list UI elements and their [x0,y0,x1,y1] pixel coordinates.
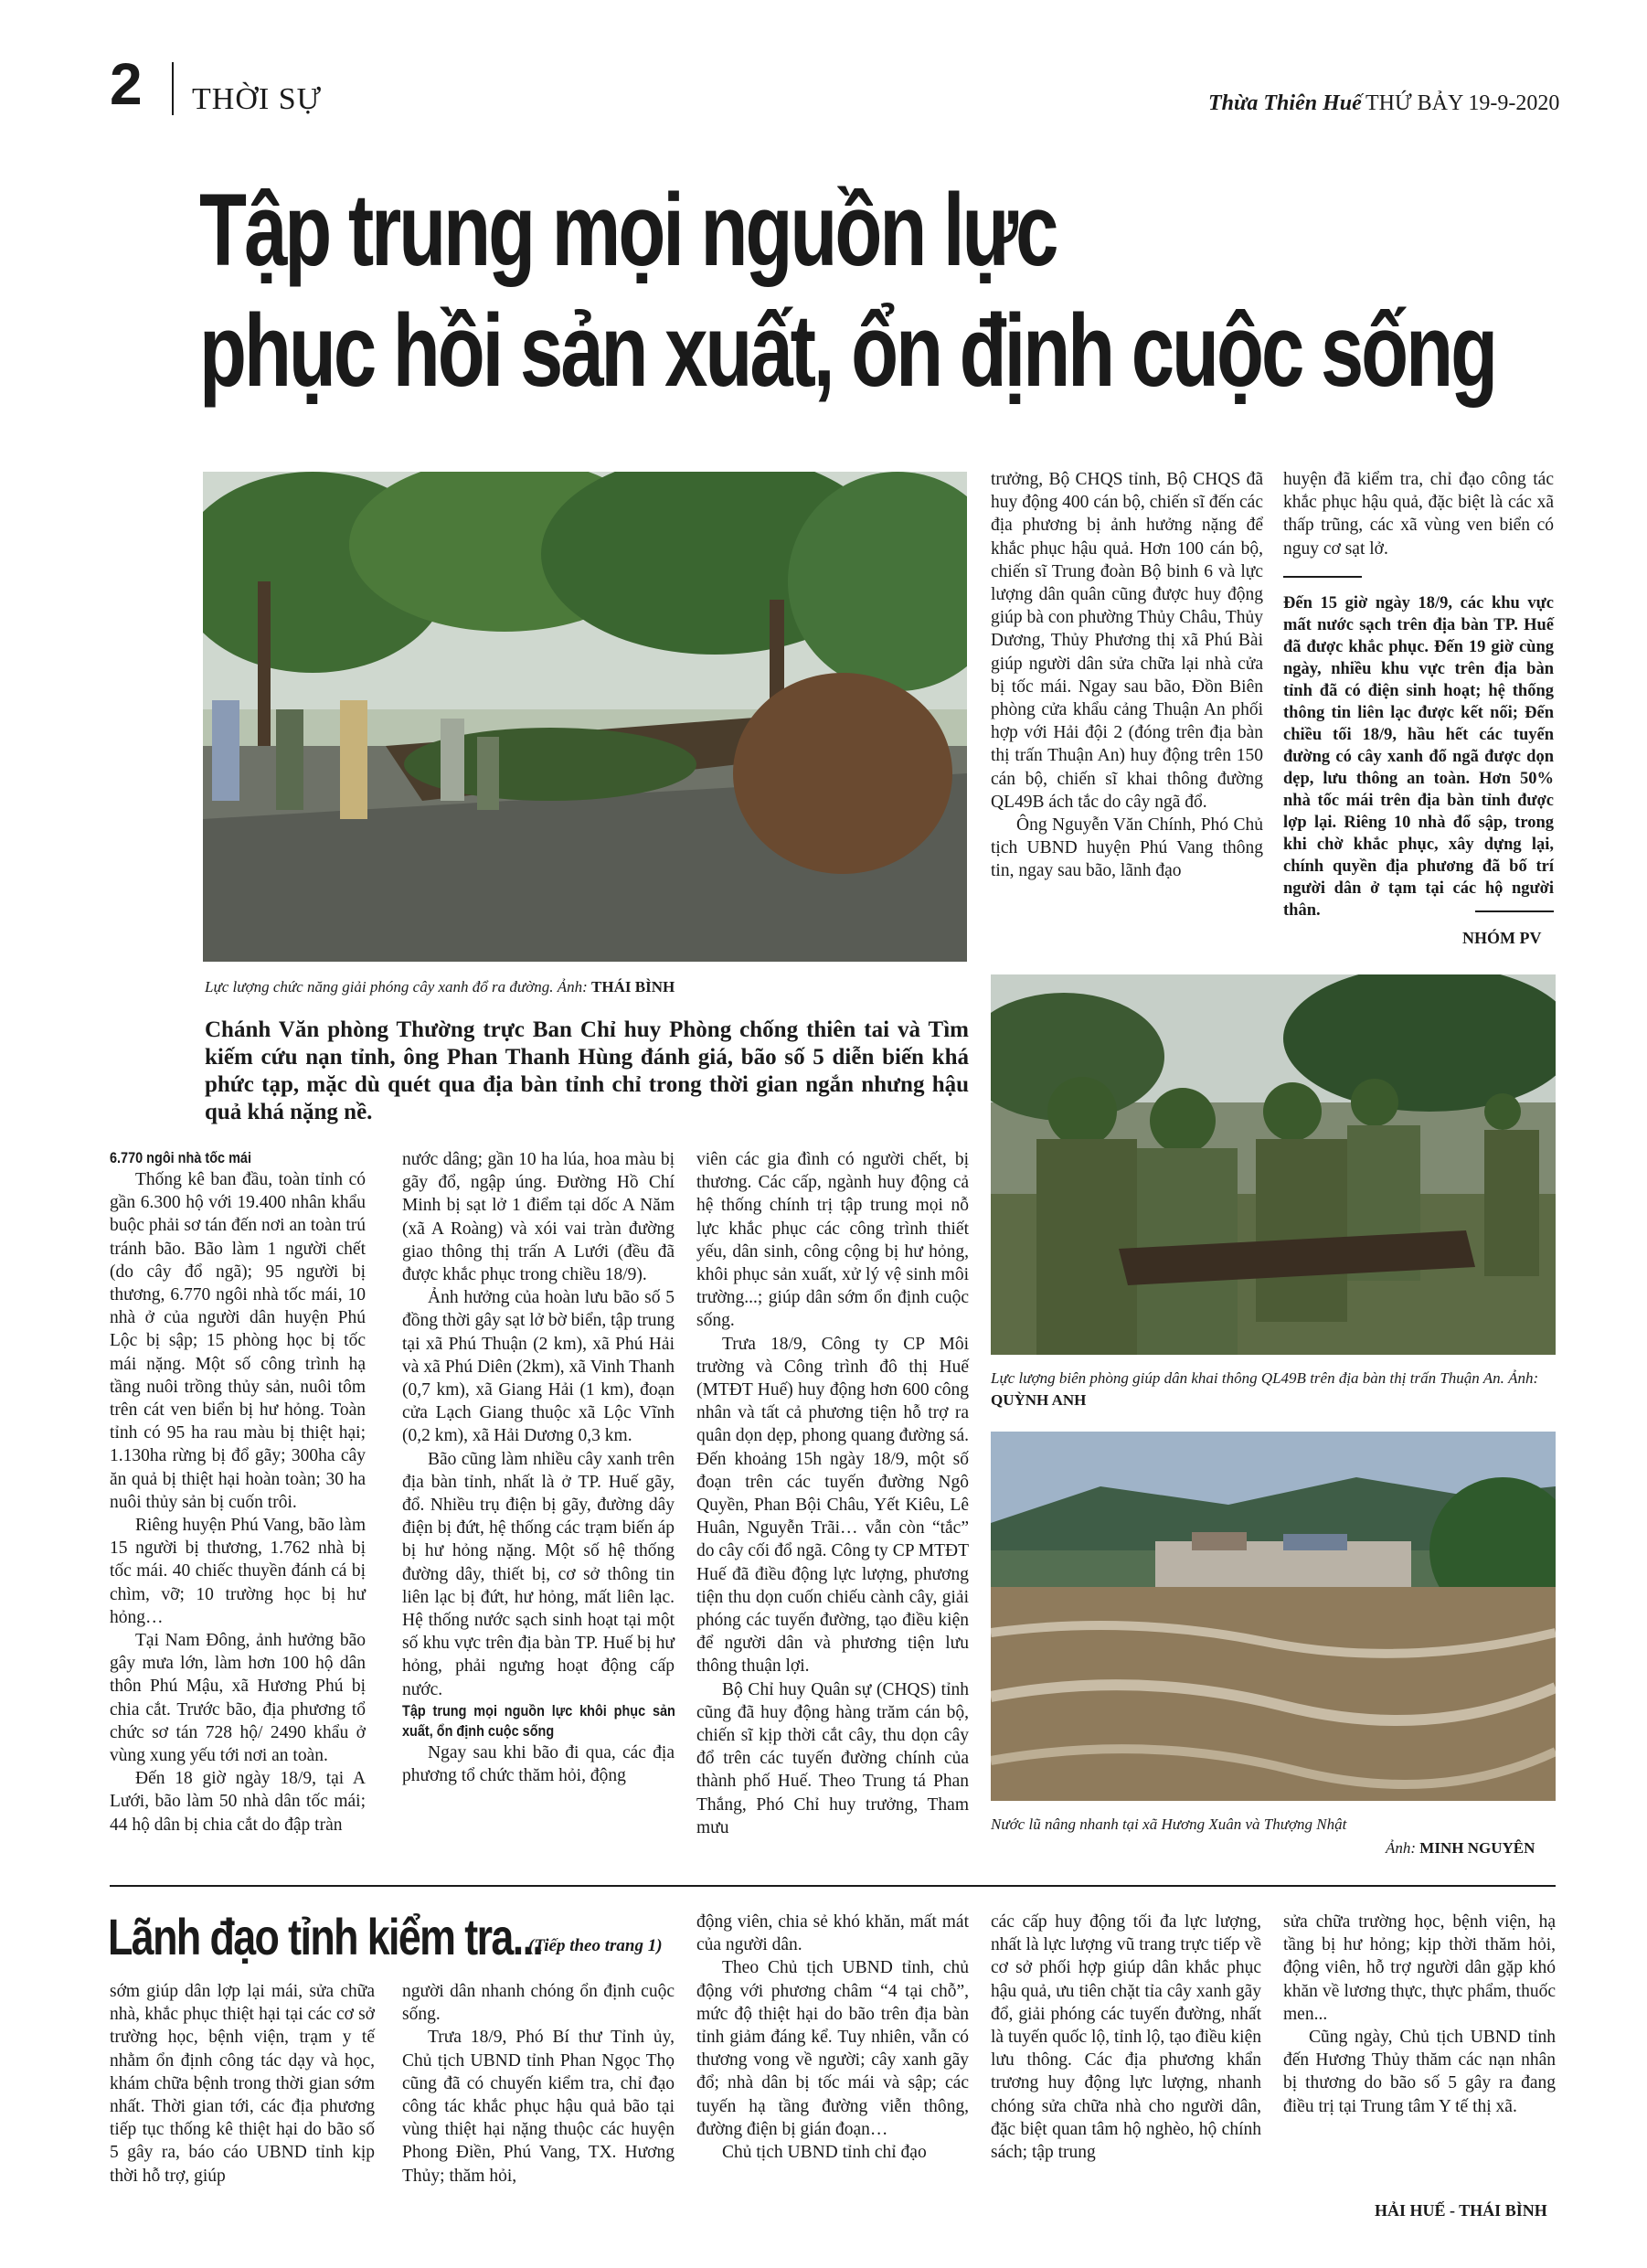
subhead-focus-resources: Tập trung mọi nguồn lực khôi phục sản xuất, ổn định cuộc sống [402,1701,675,1740]
col2-para-3: Bão cũng làm nhiều cây xanh trên địa bàn tỉnh, nhất là ở TP. Huế gãy, đổ. Nhiều trụ điện bị gãy, đường dây điện bị đứt, hệ thống các trạm biến áp bị hư hỏng nặng. Một số hệ thống đường dây, thiết bị, cơ sở thông tin liên lạc bị đứt, hư hỏng, mất liên lạc. Hệ thống nước sạch sinh hoạt tại một số khu vực trên địa bàn TP. Huế bị hư hỏng, phải ngưng hoạt động cấp nước. [402,1449,675,1699]
col1-para-2: Riêng huyện Phú Vang, bão làm 15 người bị thương, 1.762 nhà bị tốc mái. 40 chiếc thuyền đánh cá bị chìm, vỡ; 10 trường học bị hư hỏng… [110,1516,366,1627]
article2-column-5 [1283,1911,1556,2118]
photo-fallen-tree [203,472,967,962]
column-1 [110,1148,366,1837]
col4-para-2: Ông Nguyễn Văn Chính, Phó Chủ tịch UBND huyện Phú Vang thông tin, ngay sau bão, lãnh đạo [991,815,1263,881]
article2-col2-para-1: người dân nhanh chóng ổn định cuộc sống. [402,1982,675,2025]
byline-nhom-pv: NHÓM PV [1462,929,1542,947]
box-bottom-rule [1475,910,1554,912]
column-5 [1283,468,1554,560]
photo-border-guards [991,974,1556,1355]
photo-flood-image [991,1432,1556,1801]
photo1-caption-text: Lực lượng chức năng giải phóng cây xanh đổ ra đường. Ảnh: [205,978,592,996]
headline-line-1: Tập trung mọi nguồn lực [199,173,1057,287]
col2-para-1: nước dâng; gần 10 ha lúa, hoa màu bị gãy đổ, ngập úng. Đường Hồ Chí Minh bị sạt lở 1 điểm tại dốc A Năm (xã A Roàng) và xói vai tràn đường giao thông thị trấn A Lưới (đều đã được khắc phục trong chiều 18/9). [402,1150,675,1285]
photo-border-guards-image [991,974,1556,1355]
header-divider [172,62,174,115]
article2-headline: Lãnh đạo tỉnh kiểm tra... [108,1908,543,1965]
publication-date: THỨ BẢY 19-9-2020 [1365,91,1560,115]
col2-para-2: Ảnh hưởng của hoàn lưu bão số 5 đồng thời gây sạt lở bờ biển, tập trung tại xã Phú Thuận (2 km), xã Phú Hải và xã Phú Diên (2km), xã Vinh Thanh (0,7 km), xã Giang Hải (1 km), đoạn cửa Lạch Giang thuộc xã Lộc Vĩnh (0,2 km), xã Hải Dương 0,3 km. [402,1288,675,1446]
photo-flood [991,1432,1556,1801]
col5-para-1: huyện đã kiểm tra, chỉ đạo công tác khắc phục hậu quả, đặc biệt là các xã thấp trũng, các xã vùng ven biển có nguy cơ sạt lở. [1283,470,1554,559]
continued-from-page-1: (Tiếp theo trang 1) [528,1936,663,1955]
article2-col5-para-1: sửa chữa trường học, bệnh viện, hạ tầng bị hư hỏng; kịp thời thăm hỏi, động viên, hỗ trợ người dân gặp khó khăn về lương thực, thực phẩm, thuốc men... [1283,1912,1556,2024]
main-headline [199,170,1581,411]
article2-column-3 [696,1911,969,2164]
photo3-caption: Nước lũ nâng nhanh tại xã Hương Xuân và Thượng Nhật [991,1815,1347,1833]
article-separator [110,1885,1556,1887]
summary-box: Đến 15 giờ ngày 18/9, các khu vực mất nước sạch trên địa bàn TP. Huế đã được khắc phục. Đến 19 giờ cùng ngày, nhiều khu vực trên địa bàn tỉnh đã có điện sinh hoạt; hệ thống thông tin liên lạc được kết nối; Đến chiều tối 18/9, hầu hết các tuyến đường có cây xanh đổ ngã được dọn dẹp, lưu thông an toàn. Hơn 50% nhà tốc mái trên địa bàn tỉnh được lợp lại. Riêng 10 nhà đổ sập, trong khi chờ khắc phục, xây dựng lại, chính quyền địa phương đã bố trí người dân ở tạm tại các hộ người thân. [1283,594,1554,920]
article2-col3-para-2: Theo Chủ tịch UBND tỉnh, chủ động với phương châm “4 tại chỗ”, mức độ thiệt hại do bão trên địa bàn tỉnh giảm đáng kể. Tuy nhiên, vẫn có thương vong về người; cây xanh gãy đổ; nhà dân bị tốc mái và sập; các tuyến hạ tầng đường viễn thông, đường điện bị gián đoạn… [696,1958,969,2139]
article2-column-1 [110,1980,375,2188]
col3-para-1: viên các gia đình có người chết, bị thương. Các cấp, ngành huy động cả hệ thống chính trị tập trung mọi nỗ lực khắc phục các công trình thiết yếu, dân sinh, công cộng bị hư hỏng, khôi phục sản xuất, xử lý vệ sinh môi trường...; giúp dân sớm ổn định cuộc sống. [696,1150,969,1331]
headline-line-2: phục hồi sản xuất, ổn định cuộc sống [199,293,1496,408]
article2-col1-para: sớm giúp dân lợp lại mái, sửa chữa nhà, khắc phục thiệt hại tại các cơ sở trường học, bệnh viện, trạm y tế nhằm ổn định công tác dạy và học, khám chữa bệnh trong thời gian sớm nhất. Thời gian tới, các địa phương tiếp tục thống kê thiệt hại do bão số 5 gây ra, báo cáo UBND tỉnh kịp thời hỗ trợ, giúp [110,1982,375,2186]
photo-fallen-tree-image [203,472,967,962]
article2-byline: HẢI HUẾ - THÁI BÌNH [1375,2201,1547,2220]
col1-para-3: Tại Nam Đông, ảnh hưởng bão gây mưa lớn, làm hơn 100 hộ dân thôn Phú Mậu, xã Hương Phú bị chia cắt. Trước bão, địa phương tổ chức sơ tán 728 hộ/ 2490 khẩu ở vùng xung yếu tới nơi an toàn. [110,1631,366,1766]
article2-col3-para-3: Chủ tịch UBND tỉnh chỉ đạo [722,2143,927,2163]
photo3-credit-line [1386,1837,1535,1859]
col3-para-3: Bộ Chỉ huy Quân sự (CHQS) tỉnh cũng đã huy động hàng trăm cán bộ, chiến sĩ kịp thời cắt cây, thu dọn cây đổ trên các tuyến đường chính của thành phố Huế. Theo Trung tá Phan Thắng, Phó Chỉ huy trưởng, Tham mưu [696,1679,969,1837]
newspaper-name: Thừa Thiên Huế [1208,91,1362,115]
photo3-credit: MINH NGUYÊN [1419,1839,1535,1857]
col3-para-2: Trưa 18/9, Công ty CP Môi trường và Công trình đô thị Huế (MTĐT Huế) huy động hơn 600 công nhân và tất cả phương tiện hỗ trợ ra quân dọn dẹp, phong quang đường sá. Đến khoảng 15h ngày 18/9, một số đoạn trên các tuyến đường Ngô Quyền, Phan Bội Châu, Yết Kiêu, Lê Huân, Nguyễn Trãi… vẫn còn “tắc” do cây cối đổ ngã. Công ty CP MTĐT Huế đã điều động lực lượng, phương tiện thu dọn cuốn chiếu cành cây, giải phóng các tuyến đường, tạo điều kiện để người dân và phương tiện lưu thông thuận lợi. [696,1334,969,1677]
photo3-credit-label: Ảnh: [1386,1839,1420,1857]
col4-para-1: trưởng, Bộ CHQS tỉnh, Bộ CHQS đã huy động 400 cán bộ, chiến sĩ đến các địa phương bị ảnh hưởng nặng để khắc phục hậu quả. Hơn 100 cán bộ, chiến sĩ Trung đoàn Bộ binh 6 và lực lượng dân quân cũng được huy động giúp bà con phường Thủy Châu, Thủy Dương, Thủy Phương thị xã Phú Bài giúp người dân sửa chữa lại nhà cửa bị tốc mái. Ngay sau bão, Đồn Biên phòng cửa khẩu cảng Thuận An phối hợp với Hải đội 2 (đóng trên địa bàn thị trấn Thuận An) huy động trên 150 cán bộ, chiến sĩ khai thông đường QL49B ách tắc do cây ngã đổ. [991,470,1264,812]
article2-col3-para-1: động viên, chia sẻ khó khăn, mất mát của người dân. [696,1912,969,1955]
col1-para-1: Thống kê ban đầu, toàn tỉnh có gần 6.300 hộ với 19.400 nhân khẩu buộc phải sơ tán đến nơi an toàn trú tránh bão. Bão làm 1 người chết (do cây đổ ngã); 95 người bị thương, 6.770 ngôi nhà tốc mái, 10 nhà ở của người dân huyện Phú Lộc bị sập; 15 phòng học bị tốc mái nặng. Một số công trình hạ tầng nuôi trồng thủy sản, nuôi tôm trên cát ven biển bị hư hỏng. Toàn tỉnh có 95 ha rau màu bị thiệt hại; 1.130ha rừng bị đổ gãy; 300ha cây ăn quả bị thiệt hại hoàn toàn; 30 ha nuôi thủy sản bị cuốn trôi. [110,1170,366,1512]
subhead-6770-houses: 6.770 ngôi nhà tốc mái [110,1149,251,1166]
photo2-caption-text: Lực lượng biên phòng giúp dân khai thông QL49B trên địa bàn thị trấn Thuận An. Ảnh: [991,1369,1539,1387]
col1-para-4: Đến 18 giờ ngày 18/9, tại A Lưới, bão làm 50 nhà dân tốc mái; 44 hộ dân bị chia cắt do đập tràn [110,1769,366,1835]
photo2-caption [991,1368,1556,1411]
photo1-credit: THÁI BÌNH [591,978,675,996]
article2-column-2 [402,1980,675,2188]
article2-col5-para-2: Cũng ngày, Chủ tịch UBND tỉnh đến Hương Thủy thăm các nạn nhân bị thương do bão số 5 gây ra đang điều trị tại Trung tâm Y tế thị xã. [1283,2028,1556,2116]
column-3 [696,1148,969,1839]
section-title: THỜI SỰ [192,82,322,116]
col2-para-4: Ngay sau khi bão đi qua, các địa phương tổ chức thăm hỏi, động [402,1742,675,1786]
article2-col2-para-2: Trưa 18/9, Phó Bí thư Tỉnh ủy, Chủ tịch UBND tỉnh Phan Ngọc Thọ cũng đã có chuyến kiểm tra, chỉ đạo công tác khắc phục hậu quả bão tại vùng thiệt hại nặng thuộc các huyện Phong Điền, Phú Vang, TX. Hương Thủy; thăm hỏi, [402,2028,675,2186]
article2-column-4 [991,1911,1261,2164]
lead-paragraph: Chánh Văn phòng Thường trực Ban Chỉ huy Phòng chống thiên tai và Tìm kiếm cứu nạn tỉnh, ông Phan Thanh Hùng đánh giá, bão số 5 diễn biến khá phức tạp, mặc dù quét qua địa bàn tỉnh chỉ trong thời gian ngắn nhưng hậu quả khá nặng nề. [205,1017,969,1124]
column-4 [991,468,1263,883]
page-number: 2 [110,51,143,117]
photo2-credit: QUỲNH ANH [991,1391,1087,1409]
box-top-rule [1283,576,1362,578]
photo1-caption [205,976,969,998]
column-2 [402,1148,675,1787]
article2-col4-para: các cấp huy động tối đa lực lượng, nhất là lực lượng vũ trang trực tiếp về cơ sở phối hợp giúp dân khắc phục hậu quả, ưu tiên chặt tỉa cây xanh gãy đổ, giải phóng các tuyến đường, nhất là tuyến quốc lộ, tỉnh lộ, tạo điều kiện lưu thông. Các địa phương khẩn trương huy động lực lượng, nhanh chóng sửa chữa nhà cho người dân, đặc biệt quan tâm hộ nghèo, hộ chính sách; tập trung [991,1912,1261,2163]
